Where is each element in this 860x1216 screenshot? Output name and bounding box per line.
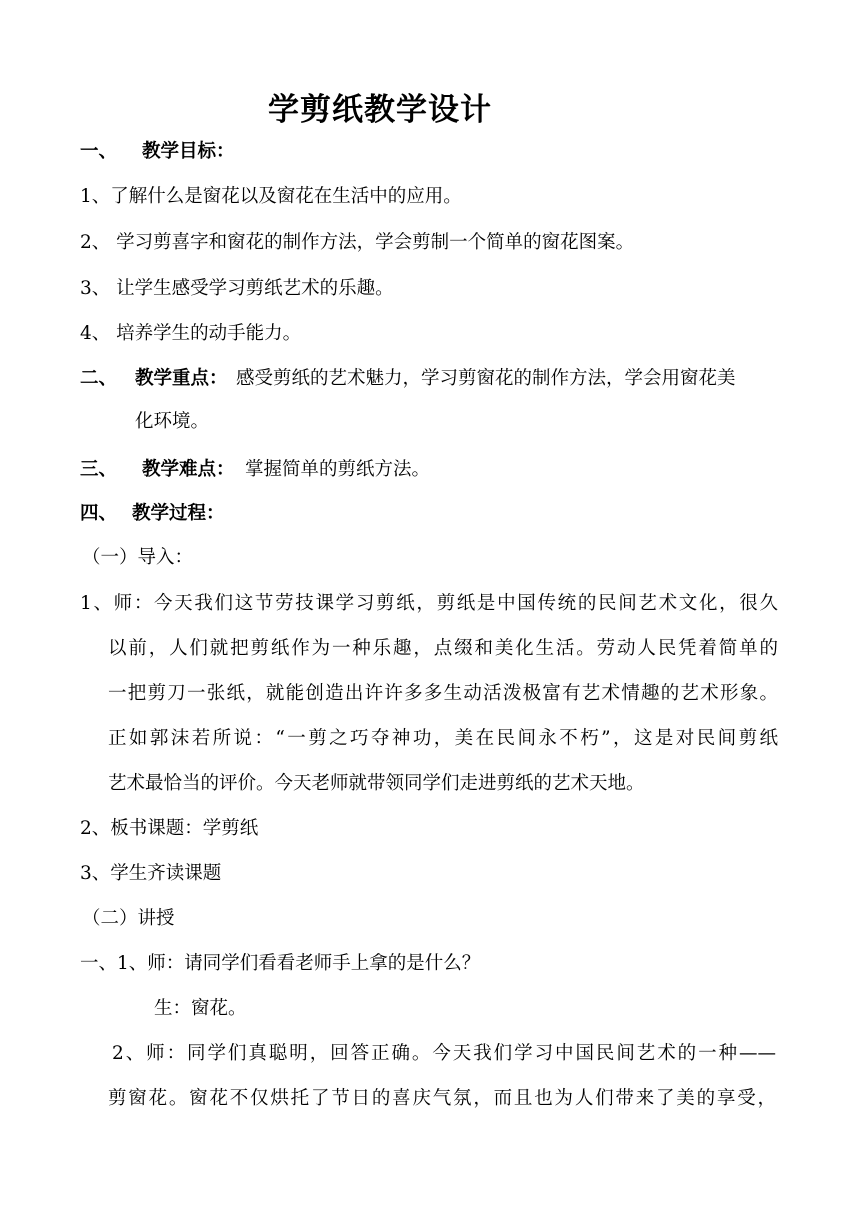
intro-line-5: 艺术最恰当的评价。今天老师就带领同学们走进剪纸的艺术天地。 [108, 773, 645, 794]
intro-line-4: 正如郭沫若所说：“一剪之巧夺神功，美在民间永不朽”，这是对民间剪纸 [108, 728, 778, 749]
section-2-text-cont: 化环境。 [135, 411, 210, 432]
section-4-heading: 教学过程： [132, 503, 225, 524]
section-1-heading: 教学目标： [142, 141, 235, 162]
section-1-number: 一、 [80, 141, 118, 162]
goal-3: 3、 让学生感受学习剪纸艺术的乐趣。 [80, 278, 394, 299]
section-3-text: 掌握简单的剪纸方法。 [245, 459, 431, 480]
part-2-heading: （二）讲授 [82, 908, 175, 929]
goal-1: 1、了解什么是窗花以及窗花在生活中的应用。 [80, 186, 462, 207]
section-2-number: 二、 [80, 368, 118, 389]
section-2-heading: 教学重点： [135, 368, 228, 389]
section-4-number: 四、 [80, 503, 118, 524]
question-1: 一、1、师：请同学们看看老师手上拿的是什么？ [80, 953, 481, 974]
section-3-number: 三、 [80, 459, 118, 480]
teach-line-1: 2、师：同学们真聪明，回答正确。今天我们学习中国民间艺术的一种—— [112, 1043, 776, 1064]
step-2: 2、板书课题：学剪纸 [80, 818, 259, 839]
document-title: 学剪纸教学设计 [268, 92, 492, 128]
intro-line-1: 1、师：今天我们这节劳技课学习剪纸，剪纸是中国传统的民间艺术文化，很久 [80, 593, 778, 614]
answer-1: 生：窗花。 [154, 998, 247, 1019]
step-3: 3、学生齐读课题 [80, 863, 222, 884]
section-2-text: 感受剪纸的艺术魅力，学习剪窗花的制作方法，学会用窗花美 [236, 368, 736, 389]
section-3-heading: 教学难点： [142, 459, 235, 480]
goal-4: 4、 培养学生的动手能力。 [80, 323, 302, 344]
part-1-heading: （一）导入： [82, 547, 194, 568]
goal-2: 2、 学习剪喜字和窗花的制作方法，学会剪制一个简单的窗花图案。 [80, 232, 635, 253]
intro-line-2: 以前，人们就把剪纸作为一种乐趣，点缀和美化生活。劳动人民凭着简单的 [108, 638, 778, 659]
teach-line-2: 剪窗花。窗花不仅烘托了节日的喜庆气氛，而且也为人们带来了美的享受， [108, 1088, 776, 1109]
intro-line-3: 一把剪刀一张纸，就能创造出许许多多生动活泼极富有艺术情趣的艺术形象。 [108, 683, 778, 704]
